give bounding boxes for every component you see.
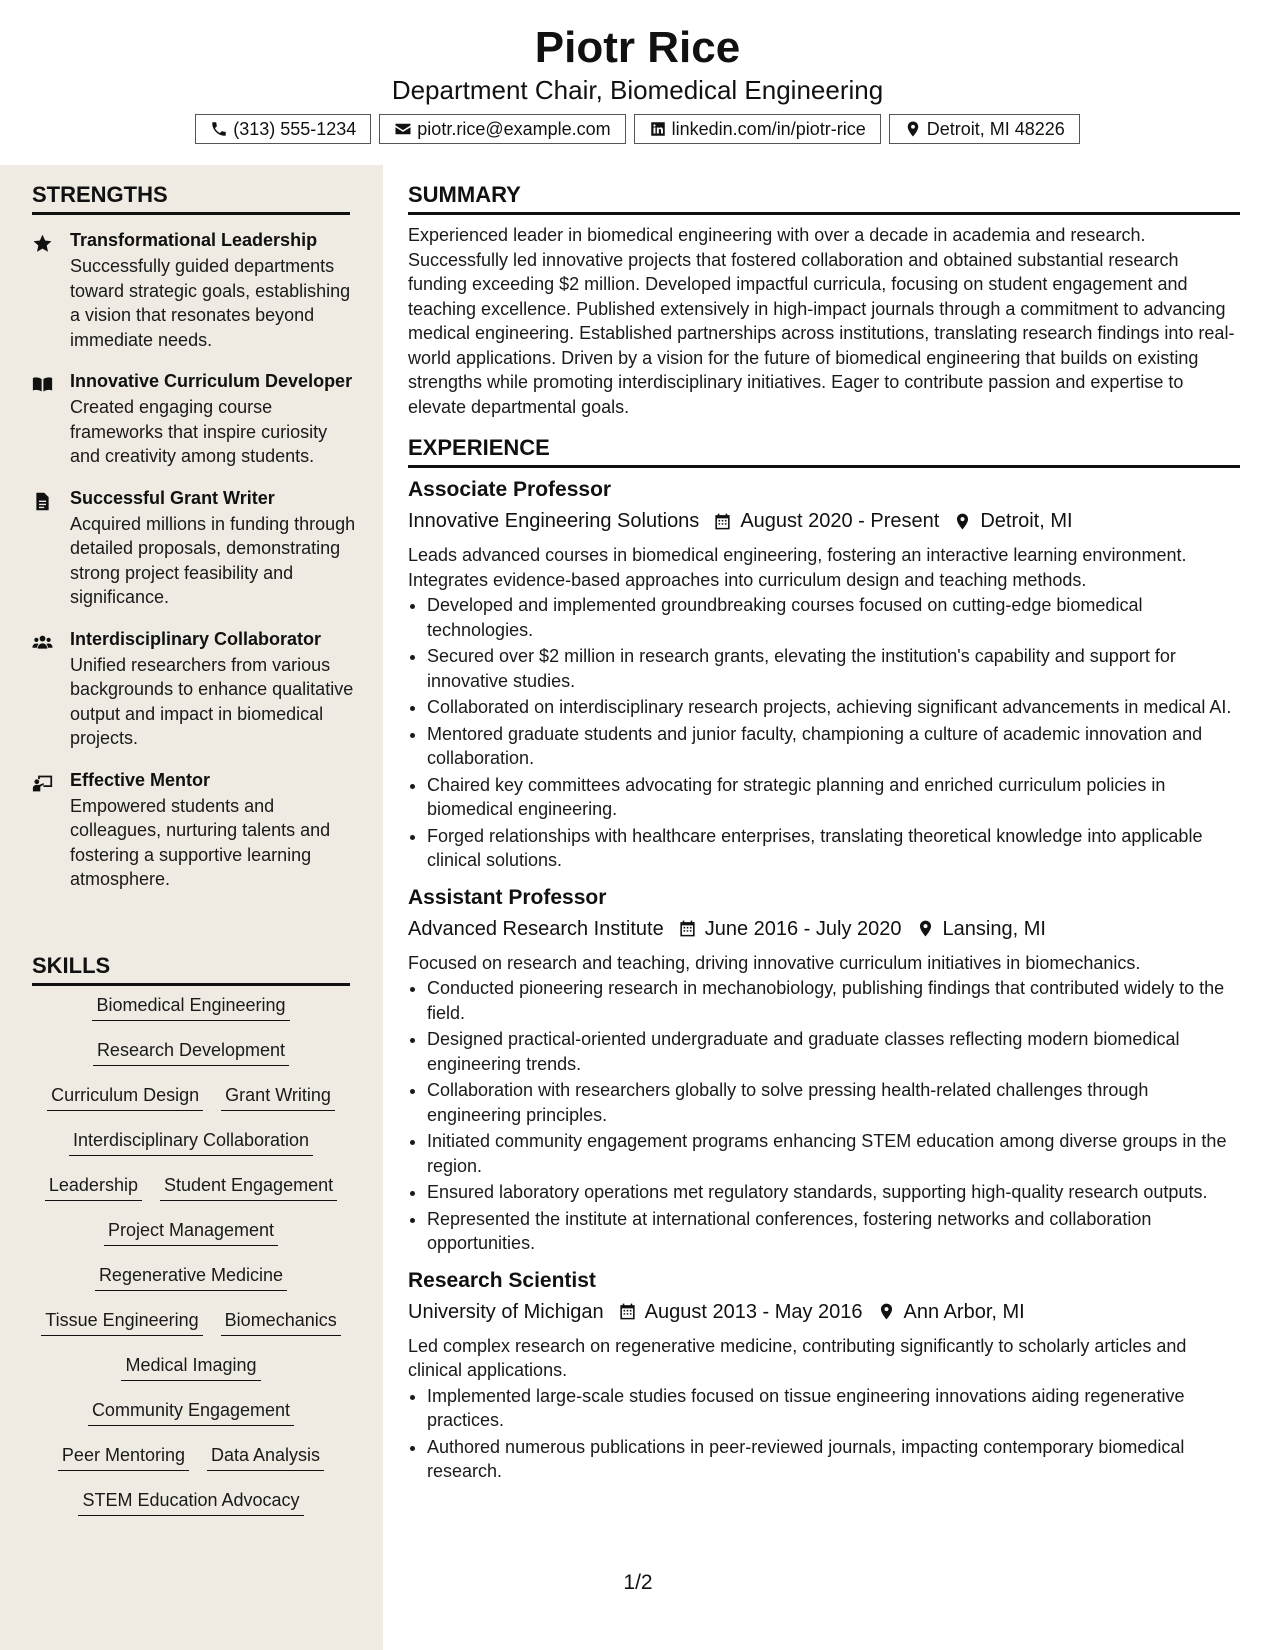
strength-title: Innovative Curriculum Developer bbox=[70, 371, 353, 391]
skill-tag: Interdisciplinary Collaboration bbox=[69, 1128, 313, 1156]
skill-tag: Peer Mentoring bbox=[58, 1443, 189, 1471]
skill-tag: Leadership bbox=[45, 1173, 142, 1201]
job-description: Focused on research and teaching, driving innovative curriculum initiatives in biomechanics. bbox=[408, 952, 1141, 973]
job-bullet: • Represented the institute at international conferences, fostering networks and collaboration opportunities. bbox=[427, 1207, 1240, 1256]
job-bullets bbox=[408, 593, 1240, 873]
resume-header bbox=[0, 0, 1275, 165]
strength-title: Successful Grant Writer bbox=[70, 487, 275, 508]
phone-icon bbox=[210, 120, 228, 138]
job-location: Ann Arbor, MI bbox=[903, 1300, 1025, 1323]
strength-item bbox=[32, 629, 357, 751]
candidate-title: Department Chair, Biomedical Engineering bbox=[391, 75, 884, 105]
job-dates: August 2020 - Present bbox=[740, 510, 940, 532]
job-entry bbox=[408, 1267, 1240, 1484]
job-company: Advanced Research Institute bbox=[408, 917, 664, 940]
strength-title: Effective Mentor bbox=[70, 769, 211, 790]
strength-title: Transformational Leadership bbox=[70, 230, 318, 250]
location-pin-icon bbox=[904, 120, 922, 138]
strength-desc: Created engaging course frameworks that inspire curiosity and creativity among students. bbox=[70, 397, 328, 466]
job-bullet: • Forged relationships with healthcare enterprises, translating theoretical knowledge into applicable clinical solutions. bbox=[427, 824, 1240, 873]
summary-heading: SUMMARY bbox=[408, 180, 1240, 215]
job-title: Assistant Professor bbox=[408, 885, 607, 909]
skill-tag: Student Engagement bbox=[160, 1173, 337, 1201]
job-location: Detroit, MI bbox=[980, 510, 1073, 532]
job-title: Associate Professor bbox=[408, 478, 612, 501]
summary-section bbox=[408, 180, 1240, 419]
job-bullet: • Developed and implemented groundbreaking courses focused on cutting-edge biomedical technologies. bbox=[427, 593, 1240, 642]
job-company: University of Michigan bbox=[408, 1300, 604, 1323]
strengths-list bbox=[32, 230, 357, 911]
job-company: Innovative Engineering Solutions bbox=[408, 510, 700, 532]
job-description: Led complex research on regenerative medicine, contributing significantly to scholarly articles and clinical applications. bbox=[408, 1335, 1187, 1380]
job-bullets bbox=[408, 976, 1240, 1256]
envelope-icon bbox=[394, 120, 412, 138]
teacher-icon bbox=[32, 773, 53, 794]
contact-phone[interactable] bbox=[195, 114, 371, 144]
calendar-icon bbox=[618, 1302, 637, 1321]
job-description: Leads advanced courses in biomedical engineering, fostering an interactive learning environment. Integrates evidence-based approaches into curriculum design and teaching methods. bbox=[408, 545, 1187, 590]
calendar-icon bbox=[713, 512, 732, 531]
job-bullet: • Collaboration with researchers globally to solve pressing health-related challenges through engineering principles. bbox=[427, 1078, 1240, 1127]
skills-heading: SKILLS bbox=[32, 951, 350, 986]
job-bullet: • Ensured laboratory operations met regulatory standards, supporting high-quality research outputs. bbox=[427, 1180, 1240, 1205]
contact-bar bbox=[0, 114, 1275, 144]
job-bullet: • Authored numerous publications in peer-reviewed journals, impacting contemporary biomedical research. bbox=[427, 1435, 1240, 1484]
job-meta bbox=[408, 507, 1240, 535]
job-bullets bbox=[408, 1384, 1240, 1484]
strength-title: Interdisciplinary Collaborator bbox=[70, 628, 322, 649]
contact-email-text: piotr.rice@example.com bbox=[417, 118, 611, 139]
skill-tag: STEM Education Advocacy bbox=[78, 1488, 303, 1516]
strength-desc: Successfully guided departments toward strategic goals, establishing a vision that resonates beyond immediate needs. bbox=[70, 256, 351, 350]
linkedin-icon bbox=[649, 120, 667, 138]
job-bullet: • Chaired key committees advocating for strategic planning and enriched curriculum policies in biomedical engineering. bbox=[427, 773, 1240, 822]
job-bullet: • Designed practical-oriented undergraduate and graduate classes reflecting modern biomedical engineering trends. bbox=[427, 1027, 1240, 1076]
candidate-name: Piotr Rice bbox=[534, 23, 741, 72]
skill-tag: Tissue Engineering bbox=[41, 1308, 202, 1336]
strength-desc: Empowered students and colleagues, nurturing talents and fostering a supportive learning atmosphere. bbox=[70, 795, 331, 889]
skill-tag: Biomechanics bbox=[221, 1308, 341, 1336]
contact-phone-text: (313) 555-1234 bbox=[233, 118, 357, 139]
location-pin-icon bbox=[953, 512, 972, 531]
contact-linkedin-text: linkedin.com/in/piotr-rice bbox=[671, 118, 866, 139]
strength-item bbox=[32, 371, 357, 469]
contact-location[interactable] bbox=[889, 114, 1080, 144]
strength-desc: Acquired millions in funding through detailed proposals, demonstrating strong project feasibility and significance. bbox=[70, 513, 356, 607]
job-dates: August 2013 - May 2016 bbox=[644, 1300, 863, 1323]
skill-tag: Curriculum Design bbox=[47, 1083, 203, 1111]
strength-item bbox=[32, 488, 357, 610]
skill-tag: Research Development bbox=[93, 1038, 289, 1066]
strength-item bbox=[32, 230, 357, 352]
skill-tag: Project Management bbox=[104, 1218, 278, 1246]
page-number: 1/2 bbox=[623, 1571, 653, 1594]
skill-tag: Grant Writing bbox=[221, 1083, 335, 1111]
job-bullet: • Collaborated on interdisciplinary research projects, achieving significant advancements in medical AI. bbox=[427, 695, 1240, 720]
skill-tag: Regenerative Medicine bbox=[95, 1263, 287, 1291]
contact-linkedin[interactable] bbox=[634, 114, 881, 144]
job-dates: June 2016 - July 2020 bbox=[704, 917, 902, 940]
document-icon bbox=[32, 491, 53, 512]
job-bullet: • Initiated community engagement programs enhancing STEM education among diverse groups in the region. bbox=[427, 1129, 1240, 1178]
sidebar bbox=[0, 165, 383, 1650]
job-entry bbox=[408, 884, 1240, 1256]
strengths-heading: STRENGTHS bbox=[32, 180, 350, 215]
experience-heading: EXPERIENCE bbox=[408, 433, 1240, 468]
strength-item bbox=[32, 770, 357, 892]
experience-section bbox=[408, 433, 1240, 1486]
skill-tag: Community Engagement bbox=[88, 1398, 294, 1426]
job-location: Lansing, MI bbox=[942, 917, 1046, 940]
job-entry bbox=[408, 476, 1240, 873]
job-title: Research Scientist bbox=[408, 1268, 596, 1292]
skill-tag: Data Analysis bbox=[207, 1443, 324, 1471]
location-pin-icon bbox=[916, 919, 935, 938]
skill-tag: Biomedical Engineering bbox=[92, 993, 289, 1021]
job-bullet: • Mentored graduate students and junior faculty, championing a culture of academic innovation and collaboration. bbox=[427, 722, 1240, 771]
users-icon bbox=[32, 632, 53, 653]
job-bullet: • Conducted pioneering research in mechanobiology, publishing findings that contributed widely to the field. bbox=[427, 976, 1240, 1025]
star-icon bbox=[32, 233, 53, 254]
calendar-icon bbox=[678, 919, 697, 938]
summary-text: Experienced leader in biomedical engineering with over a decade in academia and research. Successfully led innovative projects that fostered collaboration and obtained substantial research funding exceeding $2 million. Developed impactful curricula, focusing on student engagement and teaching excellence. Published extensively in high-impact journals through a commitment to advancing medical engineering. Established partnerships across institutions, translating research findings into real-world applications. Driven by a vision for the future of biomedical engineering that builds on existing strengths while promoting interdisciplinary initiatives. Eager to contribute passion and expertise to elevate departmental goals. bbox=[408, 225, 1235, 417]
strength-desc: Unified researchers from various backgrounds to enhance qualitative output and impact in biomedical projects. bbox=[70, 654, 354, 748]
job-meta bbox=[408, 915, 1240, 943]
contact-location-text: Detroit, MI 48226 bbox=[926, 118, 1065, 139]
skills-list bbox=[32, 993, 350, 1533]
job-bullet: • Implemented large-scale studies focused on tissue engineering innovations aiding regenerative practices. bbox=[427, 1384, 1240, 1433]
skill-tag: Medical Imaging bbox=[121, 1353, 260, 1381]
book-icon bbox=[32, 374, 53, 395]
contact-email[interactable] bbox=[379, 114, 625, 144]
location-pin-icon bbox=[877, 1302, 896, 1321]
job-bullet: • Secured over $2 million in research grants, elevating the institution's capability and support for innovative studies. bbox=[427, 644, 1240, 693]
job-meta bbox=[408, 1298, 1240, 1326]
